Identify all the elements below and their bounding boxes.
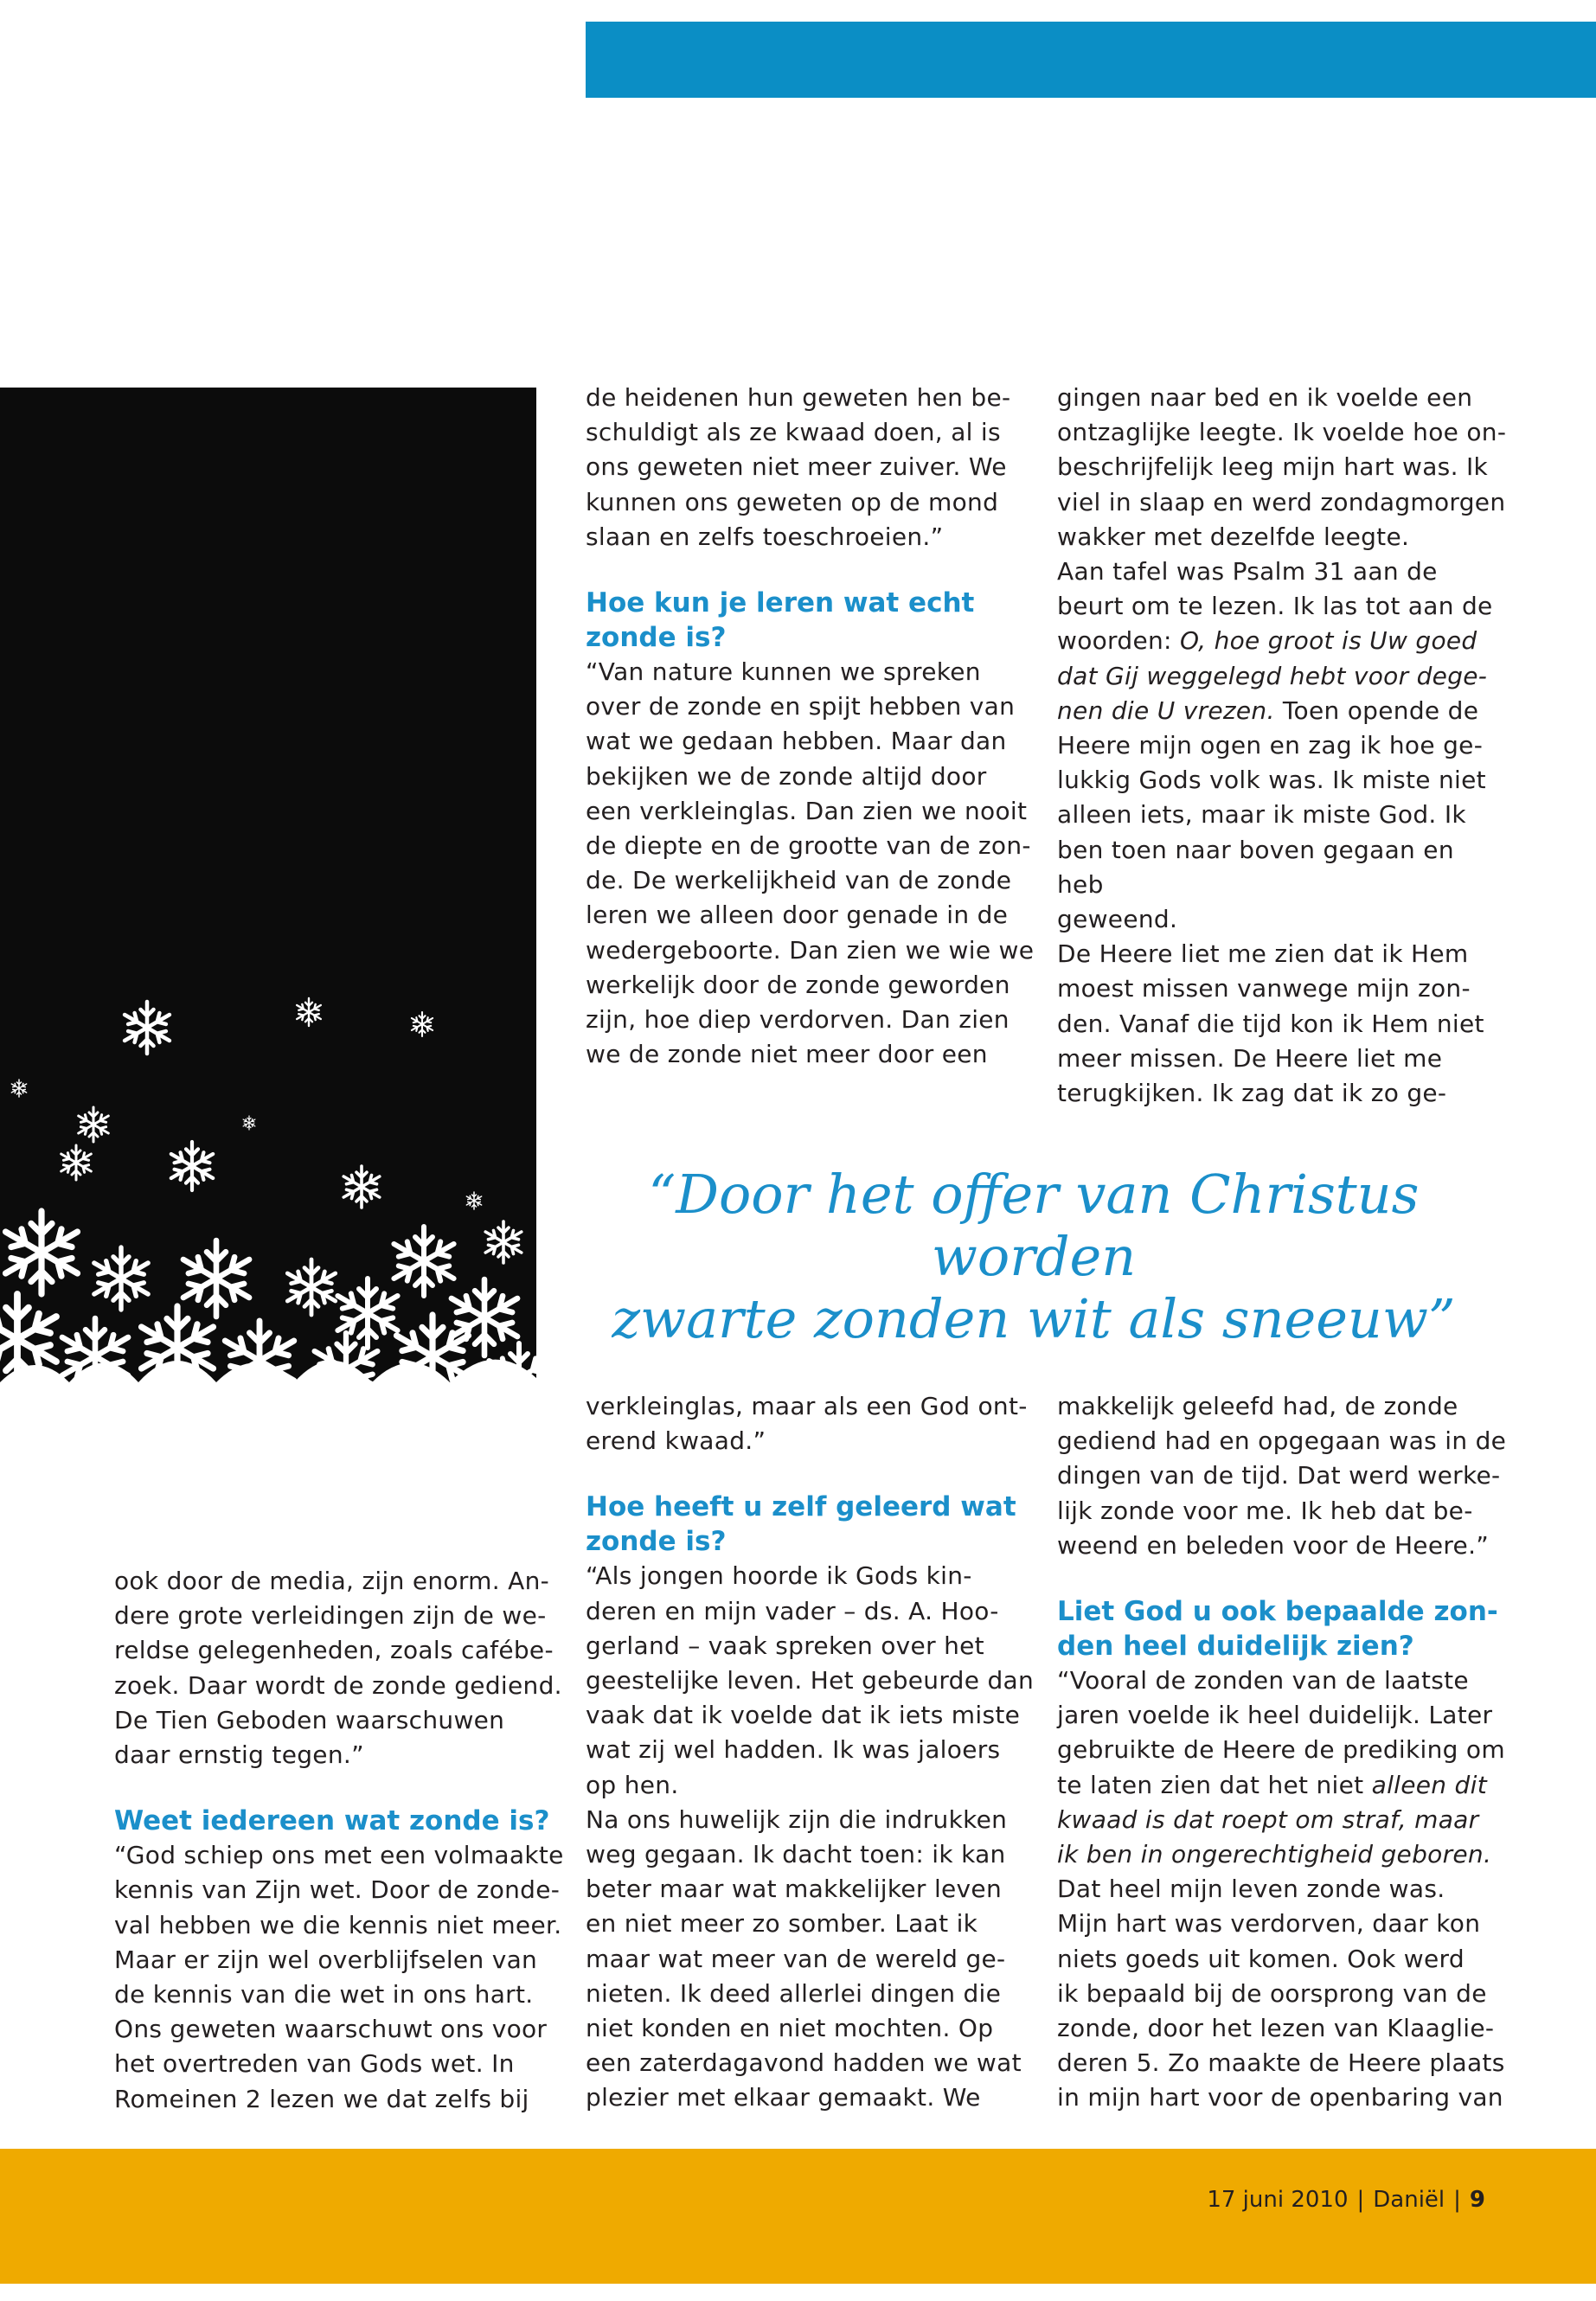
paragraph: makkelijk geleefd had, de zonde gediend had en opgegaan was in de dingen van de tijd. Dat werd werke- lijk zonde voor me. Ik heb dat be- weend en beleden voor de Heere.”	[1057, 1392, 1507, 1560]
paragraph: “Van nature kunnen we spreken over de zonde en spijt hebben van wat we gedaan hebben. Maar dan bekijken we de zonde altijd door een verkleinglas. Dan zien we nooit de diepte en de grootte van de zon- de. De werkelijkheid van de zonde leren we alleen door genade in de wedergeboorte. Dan zien we wie we werkelijk door de zonde geworden zijn, hoe diep verdorven. Dan zien we de zonde niet meer door een	[586, 657, 1035, 1069]
subheading: Hoe kun je leren wat echt zonde is?	[586, 587, 975, 654]
snowflake-photo	[0, 388, 536, 1408]
separator: |	[1356, 2187, 1365, 2213]
subheading: Weet iedereen wat zonde is?	[114, 1805, 550, 1837]
scripture-quote: alleen dit kwaad is dat roept om straf, maar ik ben in ongerechtigheid geboren.	[1057, 1770, 1492, 1869]
paragraph: “God schiep ons met een volmaakte kennis van Zijn wet. Door de zonde- val hebben we die kennis niet meer. Maar er zijn wel overblijfselen van de kennis van die wet in ons hart. Ons geweten waarschuwt ons voor het overtreden van Gods wet. In Romeinen 2 lezen we dat zelfs bij	[114, 1841, 564, 2113]
page-number: 9	[1469, 2187, 1485, 2213]
subheading: Liet God u ook bepaalde zon- den heel duidelijk zien?	[1057, 1596, 1498, 1663]
column-upper-right	[1057, 381, 1507, 1111]
subheading: Hoe heeft u zelf geleerd wat zonde is?	[586, 1491, 1016, 1558]
paragraph: de heidenen hun geweten hen be- schuldigt als ze kwaad doen, al is ons geweten niet meer zuiver. We kunnen ons geweten op de mond slaan en zelfs toeschroeien.”	[586, 383, 1011, 551]
paragraph	[1057, 1663, 1507, 2116]
column-lower-middle	[586, 1389, 1035, 2116]
paragraph: “Als jongen hoorde ik Gods kin- deren en mijn vader – ds. A. Hoo- gerland – vaak spreken over het geestelijke leven. Het gebeurde dan vaak dat ik voelde dat ik iets miste wat zij wel hadden. Ik was jaloers op hen. Na ons huwelijk zijn die indrukken weg gegaan. Ik dacht toen: ik kan beter maar wat makkelijker leven en niet meer zo somber. Laat ik maar wat meer van de wereld ge- nieten. Ik deed allerlei dingen die niet konden en niet mochten. Op een zaterdagavond hadden we wat plezier met elkaar gemaakt. We	[586, 1561, 1035, 2112]
column-upper-left	[586, 381, 1035, 1072]
snowflake-icon	[0, 388, 536, 1408]
top-color-band	[586, 22, 1596, 98]
text-run: “Vooral de zonden van de laatste jaren voelde ik heel duidelijk. Later gebruikte de Heere de prediking om te laten zien dat het niet	[1057, 1666, 1505, 1799]
magazine-name: Daniël	[1373, 2187, 1445, 2213]
issue-date: 17 juni 2010	[1207, 2187, 1349, 2213]
pull-quote: “Door het offer van Christus worden zwarte zonden wit als sneeuw”	[612, 1163, 1456, 1350]
column-lower-left	[114, 1564, 564, 2117]
separator: |	[1453, 2187, 1461, 2213]
scripture-quote: O, hoe groot is Uw goed dat Gij weggelegd hebt voor dege- nen die U vrezen.	[1057, 626, 1488, 725]
text-run: gingen naar bed en ik voelde een ontzaglijke leegte. Ik voelde hoe on- beschrijfelijk leeg mijn hart was. Ik viel in slaap en werd zondagmorgen wakker met dezelfde leegte. Aan tafel was Psalm 31 aan de beurt om te lezen. Ik las tot aan de woorden:	[1057, 383, 1507, 656]
page-folio	[1207, 2187, 1485, 2213]
footer-color-band	[0, 2149, 1596, 2284]
paragraph: verkleinglas, maar als een God ont- erend kwaad.”	[586, 1392, 1028, 1456]
text-run: Dat heel mijn leven zonde was. Mijn hart was verdorven, daar kon niets goeds uit komen. Ook werd ik bepaald bij de oorsprong van de zonde, door het lezen van Klaaglie- deren 5. Zo maakte de Heere plaats in mijn hart voor de openbaring van	[1057, 1875, 1505, 2112]
paragraph: ook door de media, zijn enorm. An- dere grote verleidingen zijn de we- reldse gelegenheden, zoals cafébe- zoek. Daar wordt de zonde gediend. De Tien Geboden waarschuwen daar ernstig tegen.”	[114, 1567, 562, 1770]
text-run: Toen opende de Heere mijn ogen en zag ik hoe ge- lukkig Gods volk was. Ik miste niet alleen iets, maar ik miste God. Ik ben toen naar boven gegaan en heb geweend. De Heere liet me zien dat ik Hem moest missen vanwege mijn zon- den. Vanaf die tijd kon ik Hem niet meer missen. De Heere liet me terugkijken. Ik zag dat ik zo ge-	[1057, 695, 1486, 1108]
column-lower-right	[1057, 1389, 1507, 2116]
paragraph	[1057, 381, 1507, 1111]
